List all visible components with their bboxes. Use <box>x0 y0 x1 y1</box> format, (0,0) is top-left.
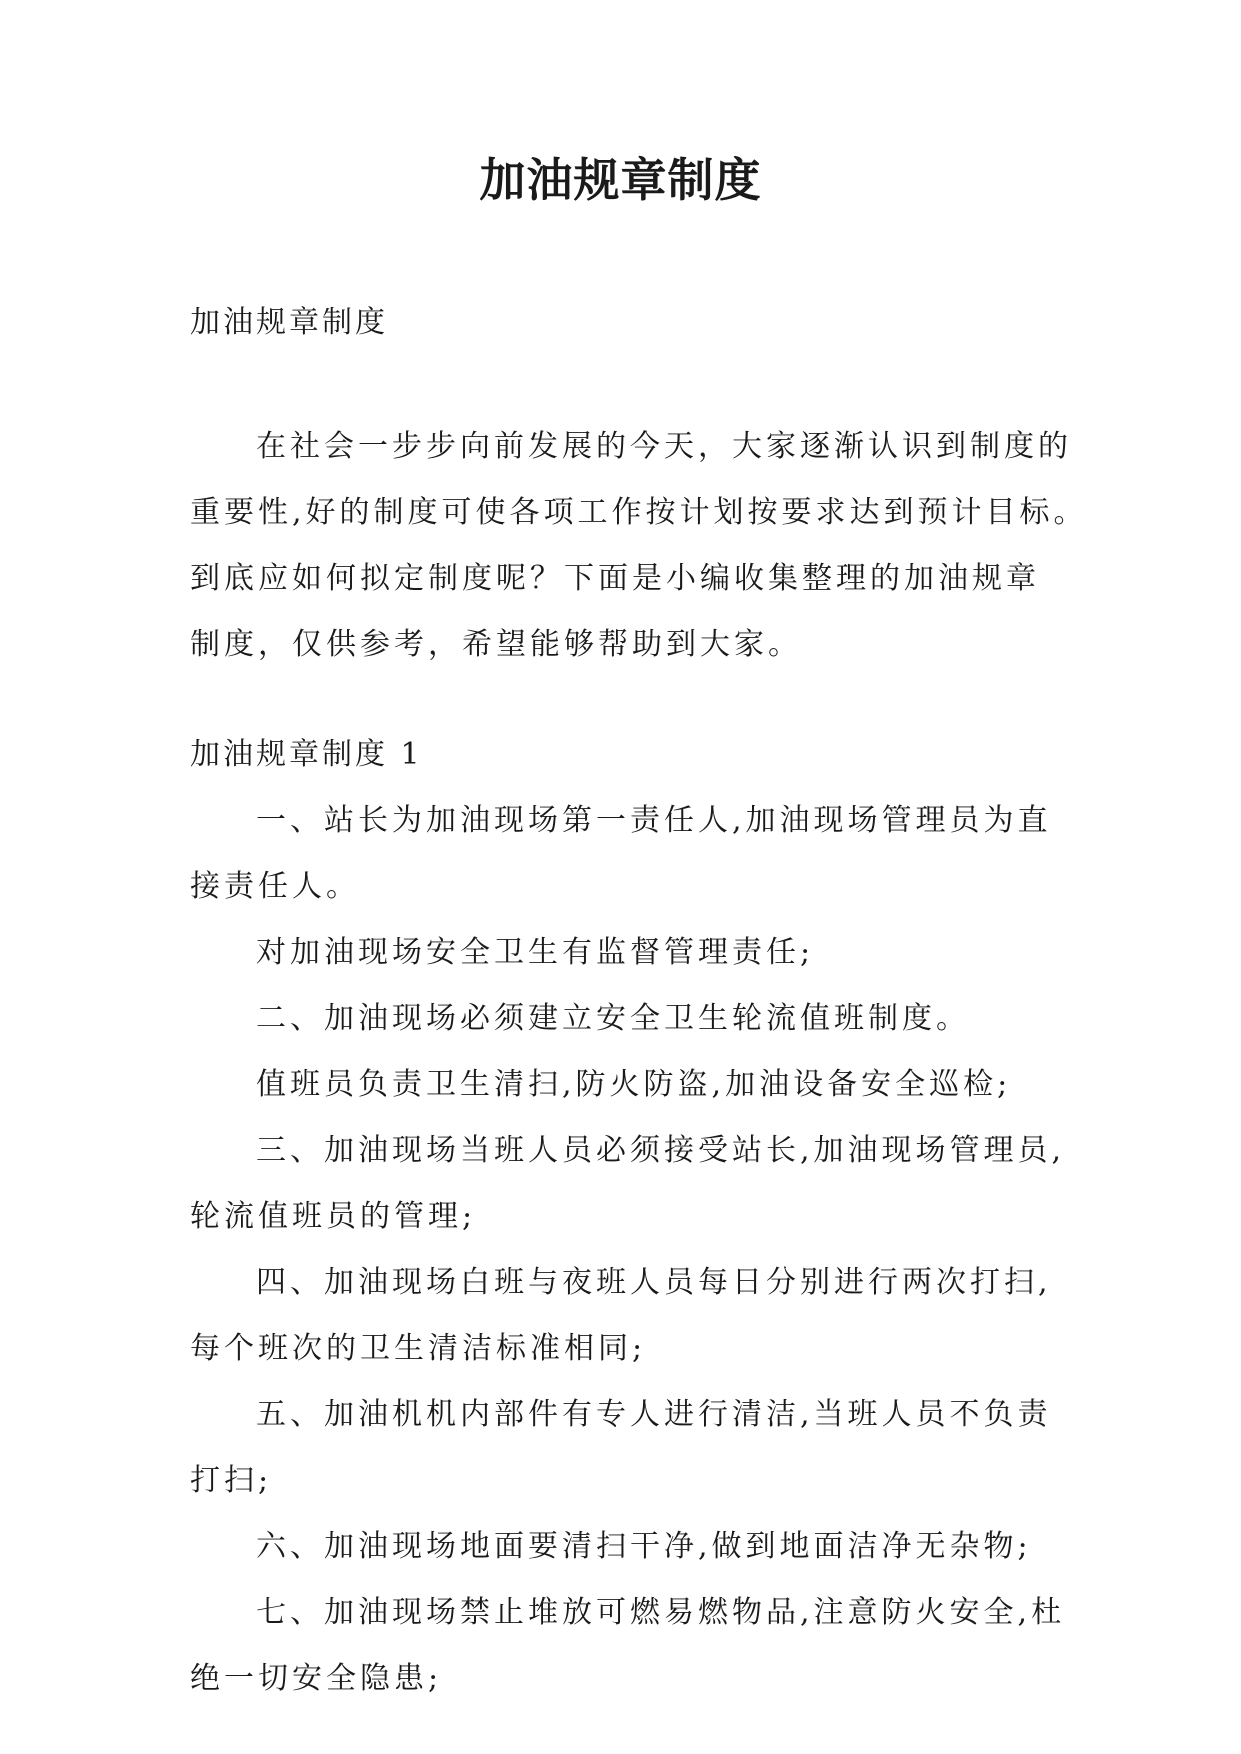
rule-line: 接责任人。 <box>190 869 360 904</box>
rule-line: 打扫; <box>190 1463 273 1498</box>
rule-line: 五、加油机机内部件有专人进行清洁,当班人员不负责 <box>256 1397 1052 1432</box>
document-subtitle: 加油规章制度 <box>190 305 388 340</box>
document-title: 加油规章制度 <box>479 153 762 207</box>
rule-line: 每个班次的卫生清洁标准相同; <box>190 1331 647 1366</box>
rules-list <box>190 788 1066 1712</box>
rule-line: 绝一切安全隐患; <box>190 1661 443 1696</box>
intro-paragraph <box>190 414 1088 678</box>
intro-line: 重要性,好的制度可使各项工作按计划按要求达到预计目标。 <box>190 495 1088 530</box>
paragraph-spacer <box>190 356 1060 414</box>
rule-line: 四、加油现场白班与夜班人员每日分别进行两次打扫, <box>256 1265 1052 1300</box>
rule-line: 二、加油现场必须建立安全卫生轮流值班制度。 <box>256 1001 970 1036</box>
intro-line: 在社会一步步向前发展的今天，大家逐渐认识到制度的 <box>256 429 1072 464</box>
document-body <box>190 290 1088 1712</box>
rule-line: 轮流值班员的管理; <box>190 1199 477 1234</box>
rule-line: 值班员负责卫生清扫,防火防盗,加油设备安全巡检; <box>256 1067 1012 1102</box>
rule-line: 七、加油现场禁止堆放可燃易燃物品,注意防火安全,杜 <box>256 1595 1066 1630</box>
rule-line: 对加油现场安全卫生有监督管理责任; <box>256 935 815 970</box>
paragraph-spacer <box>190 678 1060 722</box>
intro-line: 制度，仅供参考，希望能够帮助到大家。 <box>190 627 802 662</box>
rule-line: 三、加油现场当班人员必须接受站长,加油现场管理员, <box>256 1133 1066 1168</box>
rule-line: 六、加油现场地面要清扫干净,做到地面洁净无杂物; <box>256 1529 1032 1564</box>
intro-line: 到底应如何拟定制度呢？下面是小编收集整理的加油规章 <box>190 561 1040 596</box>
section-heading: 加油规章制度 1 <box>190 737 423 772</box>
rule-line: 一、站长为加油现场第一责任人,加油现场管理员为直 <box>256 803 1052 838</box>
